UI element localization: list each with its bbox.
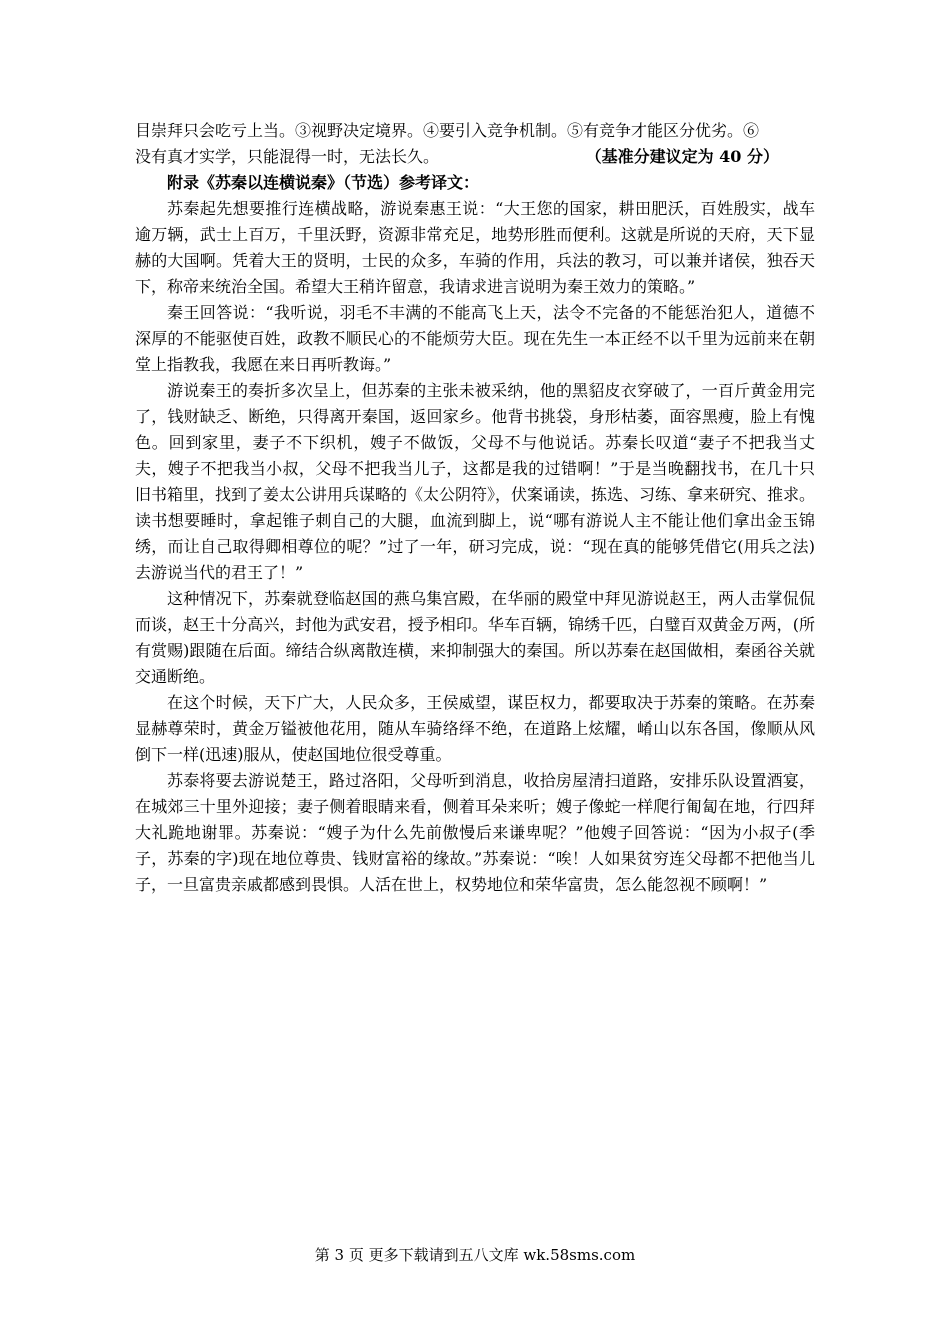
intro-line-2-text: 没有真才实学，只能混得一时，无法长久。 bbox=[135, 147, 440, 166]
intro-line-2 bbox=[135, 144, 815, 170]
page-footer: 第 3 页 更多下载请到五八文库 wk.58sms.com bbox=[314, 1246, 636, 1264]
appendix-heading: 附录《苏秦以连横说秦》（节选）参考译文： bbox=[167, 173, 480, 192]
paragraph: 苏泰将要去游说楚王，路过洛阳，父母听到消息，收拾房屋清扫道路，安排乐队设置酒宴，在城郊三十里外迎接；妻子侧着眼睛来看，侧着耳朵来听；嫂子像蛇一样爬行匍匐在地，行四拜大礼跪地谢罪。苏秦说：“嫂子为什么先前傲慢后来谦卑呢？”他嫂子回答说：“因为小叔子(季子，苏秦的字)现在地位尊贵、钱财富裕的缘故。”苏秦说：“唉！人如果贫穷连父母都不把他当儿子，一旦富贵亲戚都感到畏惧。人活在世上，权势地位和荣华富贵，怎么能忽视不顾啊！” bbox=[135, 771, 815, 894]
paragraph: 秦王回答说：“我听说，羽毛不丰满的不能高飞上天，法令不完备的不能惩治犯人，道德不深厚的不能驱使百姓，政教不顺民心的不能烦劳大臣。现在先生一本正经不以千里为远前来在朝堂上指教我，我愿在来日再听教诲。” bbox=[135, 303, 815, 374]
score-note: （基准分建议定为 40 分） bbox=[585, 147, 779, 166]
intro-line-1: 目崇拜只会吃亏上当。③视野决定境界。④要引入竞争机制。⑤有竞争才能区分优劣。⑥ bbox=[135, 121, 760, 140]
paragraph: 苏秦起先想要推行连横战略，游说秦惠王说：“大王您的国家，耕田肥沃，百姓殷实，战车逾万辆，武士上百万，千里沃野，资源非常充足，地势形胜而便利。这就是所说的天府，天下显赫的大国啊。凭着大王的贤明，士民的众多，车骑的作用，兵法的教习，可以兼并诸侯，独吞天下，称帝来统治全国。希望大王稍许留意，我请求进言说明为秦王效力的策略。” bbox=[135, 199, 815, 296]
paragraph: 游说秦王的奏折多次呈上，但苏秦的主张未被采纳，他的黑貂皮衣穿破了，一百斤黄金用完了，钱财缺乏、断绝，只得离开秦国，返回家乡。他背书挑袋，身形枯萎，面容黑瘦，脸上有愧色。回到家里，妻子不下织机，嫂子不做饭，父母不与他说话。苏秦长叹道“妻子不把我当丈夫，嫂子不把我当小叔，父母不把我当儿子，这都是我的过错啊！”于是当晚翻找书，在几十只旧书箱里，找到了姜太公讲用兵谋略的《太公阴符》，伏案诵读，拣选、习练、拿来研究、推求。读书想要睡时，拿起锥子刺自己的大腿，血流到脚上，说“哪有游说人主不能让他们拿出金玉锦绣，而让自己取得卿相尊位的呢？”过了一年，研习完成，说：“现在真的能够凭借它(用兵之法)去游说当代的君王了！” bbox=[135, 381, 816, 582]
paragraph: 在这个时候，天下广大，人民众多，王侯威望，谋臣权力，都要取决于苏秦的策略。在苏秦显赫尊荣时，黄金万镒被他花用，随从车骑络绎不绝，在道路上炫耀，崤山以东各国，像顺从风倒下一样(迅速)服从，使赵国地位很受尊重。 bbox=[135, 693, 815, 764]
document-body bbox=[135, 118, 815, 898]
paragraph: 这种情况下，苏秦就登临赵国的燕乌集宫殿，在华丽的殿堂中拜见游说赵王，两人击掌侃侃而谈，赵王十分高兴，封他为武安君，授予相印。华车百辆，锦绣千匹，白璧百双黄金万两，(所有赏赐)跟随在后面。缔结合纵离散连横，来抑制强大的秦国。所以苏秦在赵国做相，秦函谷关就交通断绝。 bbox=[135, 589, 815, 686]
